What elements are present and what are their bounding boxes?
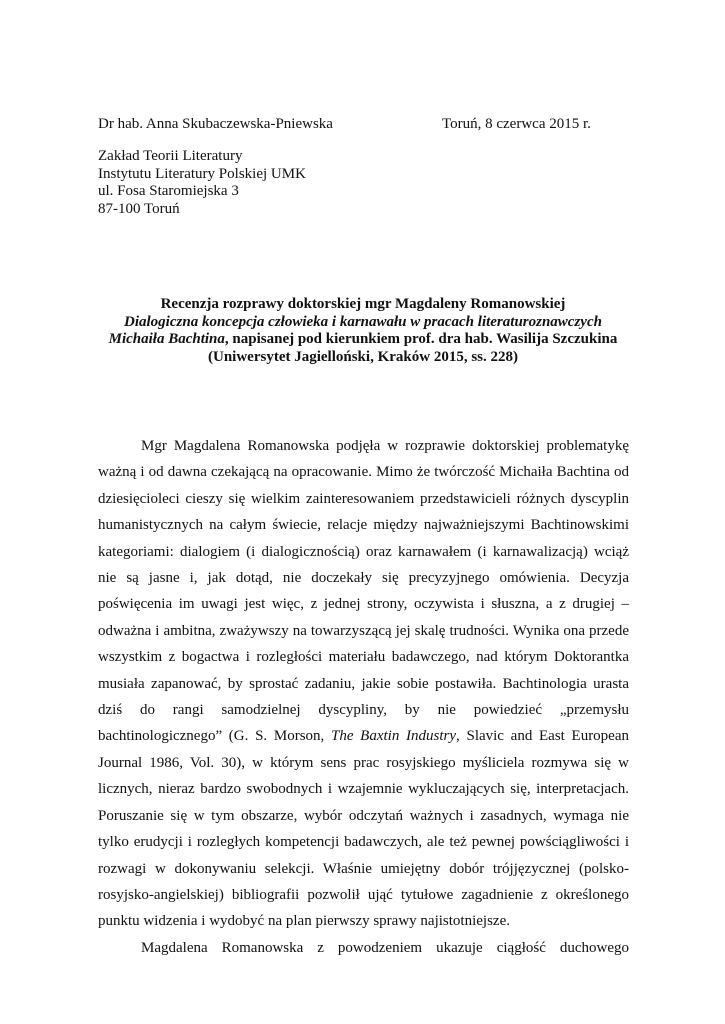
title-line: (Uniwersytet Jagielloński, Kraków 2015, ss. 228) bbox=[208, 348, 518, 365]
review-title bbox=[98, 296, 628, 366]
review-body bbox=[98, 433, 629, 961]
title-dissertation bbox=[98, 314, 628, 349]
affiliation-address bbox=[98, 148, 306, 218]
cited-title: The Baxtin Industry bbox=[330, 728, 457, 745]
address-line: ul. Fosa Staromiejska 3 bbox=[98, 183, 239, 199]
paragraph: Magdalena Romanowska z powodzeniem ukazuje ciągłość duchowego bbox=[141, 939, 629, 956]
paragraph-text: Mgr Magdalena Romanowska podjęła w rozprawie doktorskiej problematykę ważną i od dawna czekającą na opracowanie. Mimo że twórczość Michaiła Bachtina od dziesięcioleci cieszy się wielkim zainteresowaniem przedstawicieli różnych dyscyplin humanistycznych na całym świecie, relacje między najważniejszymi Bachtinowskimi kategoriami: dialogiem (i dialogicznością) oraz karnawałem (i karnawalizacją) wciąż nie są jasne i, jak dotąd, nie doczekały się precyzyjnego omówienia. Decyzja poświęcenia im uwagi jest więc, z jednej strony, oczywista i słuszna, a z drugiej – odważna i ambitna, zważywszy na towarzyszącą jej skalę trudności. Wynika ona przede wszystkim z bogactwa i rozległości materiału badawczego, nad którym Doktorantka musiała zapanować, by sprostać zadaniu, jakie sobie postawiła. Bachtinologia urasta dziś do rangi samodzielnej dyscypliny, by nie powiedzieć „przemysłu bachtinologicznego” (G. S. Morson, bbox=[98, 438, 629, 745]
supervisor-info: , napisanej pod kierunkiem prof. dra hab. Wasilija Szczukina bbox=[224, 331, 618, 348]
author-name: Dr hab. Anna Skubaczewska-Pniewska bbox=[98, 116, 333, 132]
address-line: Instytutu Literatury Polskiej UMK bbox=[98, 165, 306, 182]
address-line: 87-100 Toruń bbox=[98, 200, 180, 217]
dissertation-title: Dialogiczna koncepcja człowieka i karnawału w pracach literaturoznawczych Michaiła Bachtina bbox=[108, 313, 602, 348]
paragraph bbox=[98, 433, 629, 935]
address-line: Zakład Teorii Literatury bbox=[98, 148, 243, 164]
title-line: Recenzja rozprawy doktorskiej mgr Magdaleny Romanowskiej bbox=[160, 296, 566, 312]
paragraph-text: , Slavic and East European Journal 1986, Vol. 30), w którym sens prac rosyjskiego myśliciela rozmywa się w licznych, nieraz bardzo swobodnych i wzajemnie wykluczających się, interpretacjach. Poruszanie się w tym obszarze, wybór odczytań ważnych i zasadnych, wymaga nie tylko erudycji i rozległych kompetencji badawczych, ale też pewnej powściągliwości i rozwagi w dokonywaniu selekcji. Właśnie umiejętny dobór trójjęzycznej (polsko-rosyjsko-angielskiej) bibliografii pozwolił ująć tytułowe zagadnienie z określonego punktu widzenia i wydobyć na plan pierwszy sprawy najistotniejsze. bbox=[98, 728, 629, 930]
place-and-date: Toruń, 8 czerwca 2015 r. bbox=[442, 116, 591, 132]
